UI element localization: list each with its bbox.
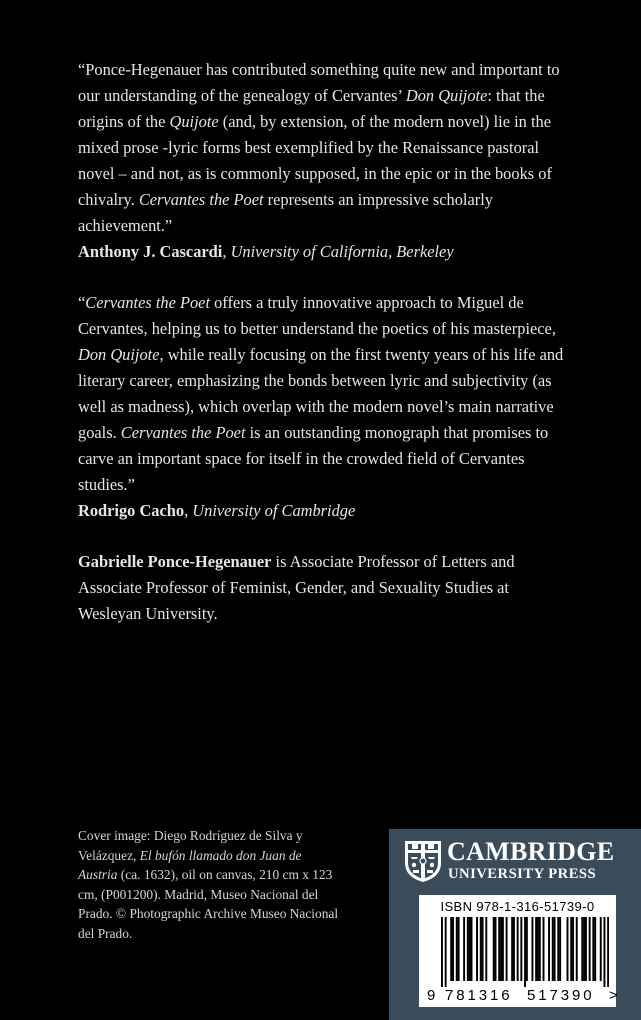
review-quote bbox=[78, 290, 568, 498]
barcode-bar bbox=[511, 917, 513, 981]
barcode-bar bbox=[589, 917, 591, 981]
book-title: Cervantes the Poet bbox=[85, 293, 210, 312]
quote-text: is an outstanding monograph that promises to carve an important space for itself in the crowded field of Cervantes studies.” bbox=[78, 423, 549, 494]
review-quote bbox=[78, 57, 568, 239]
separator: , bbox=[222, 242, 231, 261]
barcode-bar bbox=[600, 917, 602, 981]
book-title: Don Quijote bbox=[405, 86, 488, 105]
barcode-bar bbox=[583, 917, 585, 981]
separator: , bbox=[184, 501, 193, 520]
barcode-bar bbox=[493, 917, 495, 981]
barcode-bar bbox=[581, 917, 583, 981]
publisher-logo bbox=[403, 838, 633, 884]
reviewer-name: Rodrigo Cacho bbox=[78, 501, 185, 520]
barcode-bar bbox=[524, 917, 526, 987]
isbn-barcode bbox=[419, 895, 619, 1007]
barcode-bar bbox=[531, 917, 533, 981]
review-cacho bbox=[78, 290, 568, 524]
barcode-bar bbox=[498, 917, 500, 981]
barcode-bar bbox=[456, 917, 458, 981]
book-title: Quijote bbox=[169, 112, 219, 131]
quote-text: : that the origins of the bbox=[78, 86, 545, 131]
barcode-bar bbox=[535, 917, 537, 981]
barcode-bar bbox=[520, 917, 522, 981]
author-bio bbox=[78, 549, 568, 627]
barcode-bar bbox=[557, 917, 559, 981]
publisher-panel bbox=[389, 829, 641, 1020]
barcode-bar bbox=[445, 917, 447, 987]
barcode-bar bbox=[607, 917, 609, 987]
artwork-title: El bufón llamado don Juan de Austria bbox=[78, 847, 302, 883]
barcode-bars bbox=[441, 917, 609, 987]
barcode-bar bbox=[537, 917, 539, 981]
barcode-bar bbox=[506, 917, 508, 981]
bio-text bbox=[78, 549, 568, 627]
quote-text: offers a truly innovative approach to Miguel de Cervantes, helping us to better understand the poetics of his masterpiece, bbox=[78, 293, 556, 338]
barcode-bar bbox=[548, 917, 550, 981]
barcode-bar bbox=[441, 917, 443, 987]
barcode-bar bbox=[471, 917, 473, 981]
reviewer-affiliation: University of Cambridge bbox=[192, 501, 356, 520]
quote-text: represents an impressive scholarly achievement.” bbox=[78, 190, 493, 235]
barcode-bar bbox=[585, 917, 587, 981]
publisher-subtitle: UNIVERSITY PRESS bbox=[448, 866, 597, 882]
barcode-bar bbox=[482, 917, 484, 981]
barcode-bar bbox=[567, 917, 569, 981]
barcode-bar bbox=[594, 917, 596, 981]
barcode-bar bbox=[559, 917, 561, 981]
barcode-bar bbox=[552, 917, 554, 981]
reviewer-affiliation: University of California, Berkeley bbox=[230, 242, 454, 261]
barcode-bar bbox=[502, 917, 504, 981]
review-attribution bbox=[78, 239, 568, 265]
bio-body: is Associate Professor of Letters and Associate Professor of Feminist, Gender, and Sexuality Studies at Wesleyan University. bbox=[78, 552, 515, 623]
barcode-bar bbox=[526, 917, 528, 981]
barcode-bar bbox=[539, 917, 541, 981]
book-title: Don Quijote bbox=[78, 345, 160, 364]
reviewer-name: Anthony J. Cascardi bbox=[78, 242, 223, 261]
barcode-bar bbox=[517, 917, 519, 981]
barcode-bar bbox=[467, 917, 469, 981]
barcode-group-right: 517390 bbox=[527, 987, 595, 1004]
review-cascardi bbox=[78, 57, 568, 265]
barcode-lead-digit: 9 bbox=[427, 987, 436, 1004]
credit-text: (ca. 1632), oil on canvas, 210 cm x 123 cm, (P001200). Madrid, Museo Nacional del Prado. © Photographic Archive Museo Nacional del Prado. bbox=[78, 867, 339, 941]
barcode-bar bbox=[450, 917, 452, 981]
barcode-bar bbox=[463, 917, 465, 981]
barcode-bar bbox=[480, 917, 482, 981]
barcode-bar bbox=[576, 917, 578, 981]
quote-text: , while really focusing on the first twenty years of his life and literary career, emphasizing the bonds between lyric and subjectivity (as well as madness), which overlap with the modern novel’s main narrative goals. bbox=[78, 345, 564, 442]
barcode-bar bbox=[570, 917, 572, 981]
quote-text: (and, by extension, of the modern novel) lie in the mixed prose -lyric forms best exemplified by the Renaissance pastoral novel – and not, as is commonly supposed, in the epic or in the books of chivalry. bbox=[78, 112, 552, 209]
barcode-bar bbox=[572, 917, 574, 981]
barcode-bar bbox=[458, 917, 460, 981]
barcode-bar bbox=[485, 917, 487, 981]
credit-text: Cover image: Diego Rodríguez de Silva y Velázquez, bbox=[78, 828, 303, 863]
barcode-group-left: 781316 bbox=[445, 987, 513, 1004]
barcode-bar bbox=[500, 917, 502, 981]
barcode-bar bbox=[495, 917, 497, 981]
barcode-bar bbox=[513, 917, 515, 981]
barcode-bar bbox=[452, 917, 454, 981]
book-title: Cervantes the Poet bbox=[120, 423, 246, 442]
review-attribution bbox=[78, 498, 568, 524]
barcode-bar bbox=[476, 917, 478, 981]
quote-text: “ bbox=[78, 293, 86, 312]
publisher-name: CAMBRIDGE bbox=[447, 837, 615, 866]
barcode-arrow: > bbox=[609, 987, 619, 1004]
barcode-bar bbox=[603, 917, 605, 987]
cambridge-crest-icon bbox=[403, 839, 443, 883]
isbn-label: ISBN 978-1-316-51739-0 bbox=[440, 899, 595, 914]
barcode-bar bbox=[543, 917, 545, 981]
quote-text: “Ponce-Hegenauer has contributed something quite new and important to our understanding of the genealogy of Cervantes’ bbox=[78, 60, 560, 105]
cover-image-credit bbox=[78, 826, 340, 944]
barcode-bar bbox=[469, 917, 471, 981]
barcode-bar bbox=[592, 917, 594, 981]
barcode-bar bbox=[554, 917, 556, 981]
author-name: Gabrielle Ponce-Hegenauer bbox=[78, 552, 272, 571]
book-title: Cervantes the Poet bbox=[138, 190, 264, 209]
